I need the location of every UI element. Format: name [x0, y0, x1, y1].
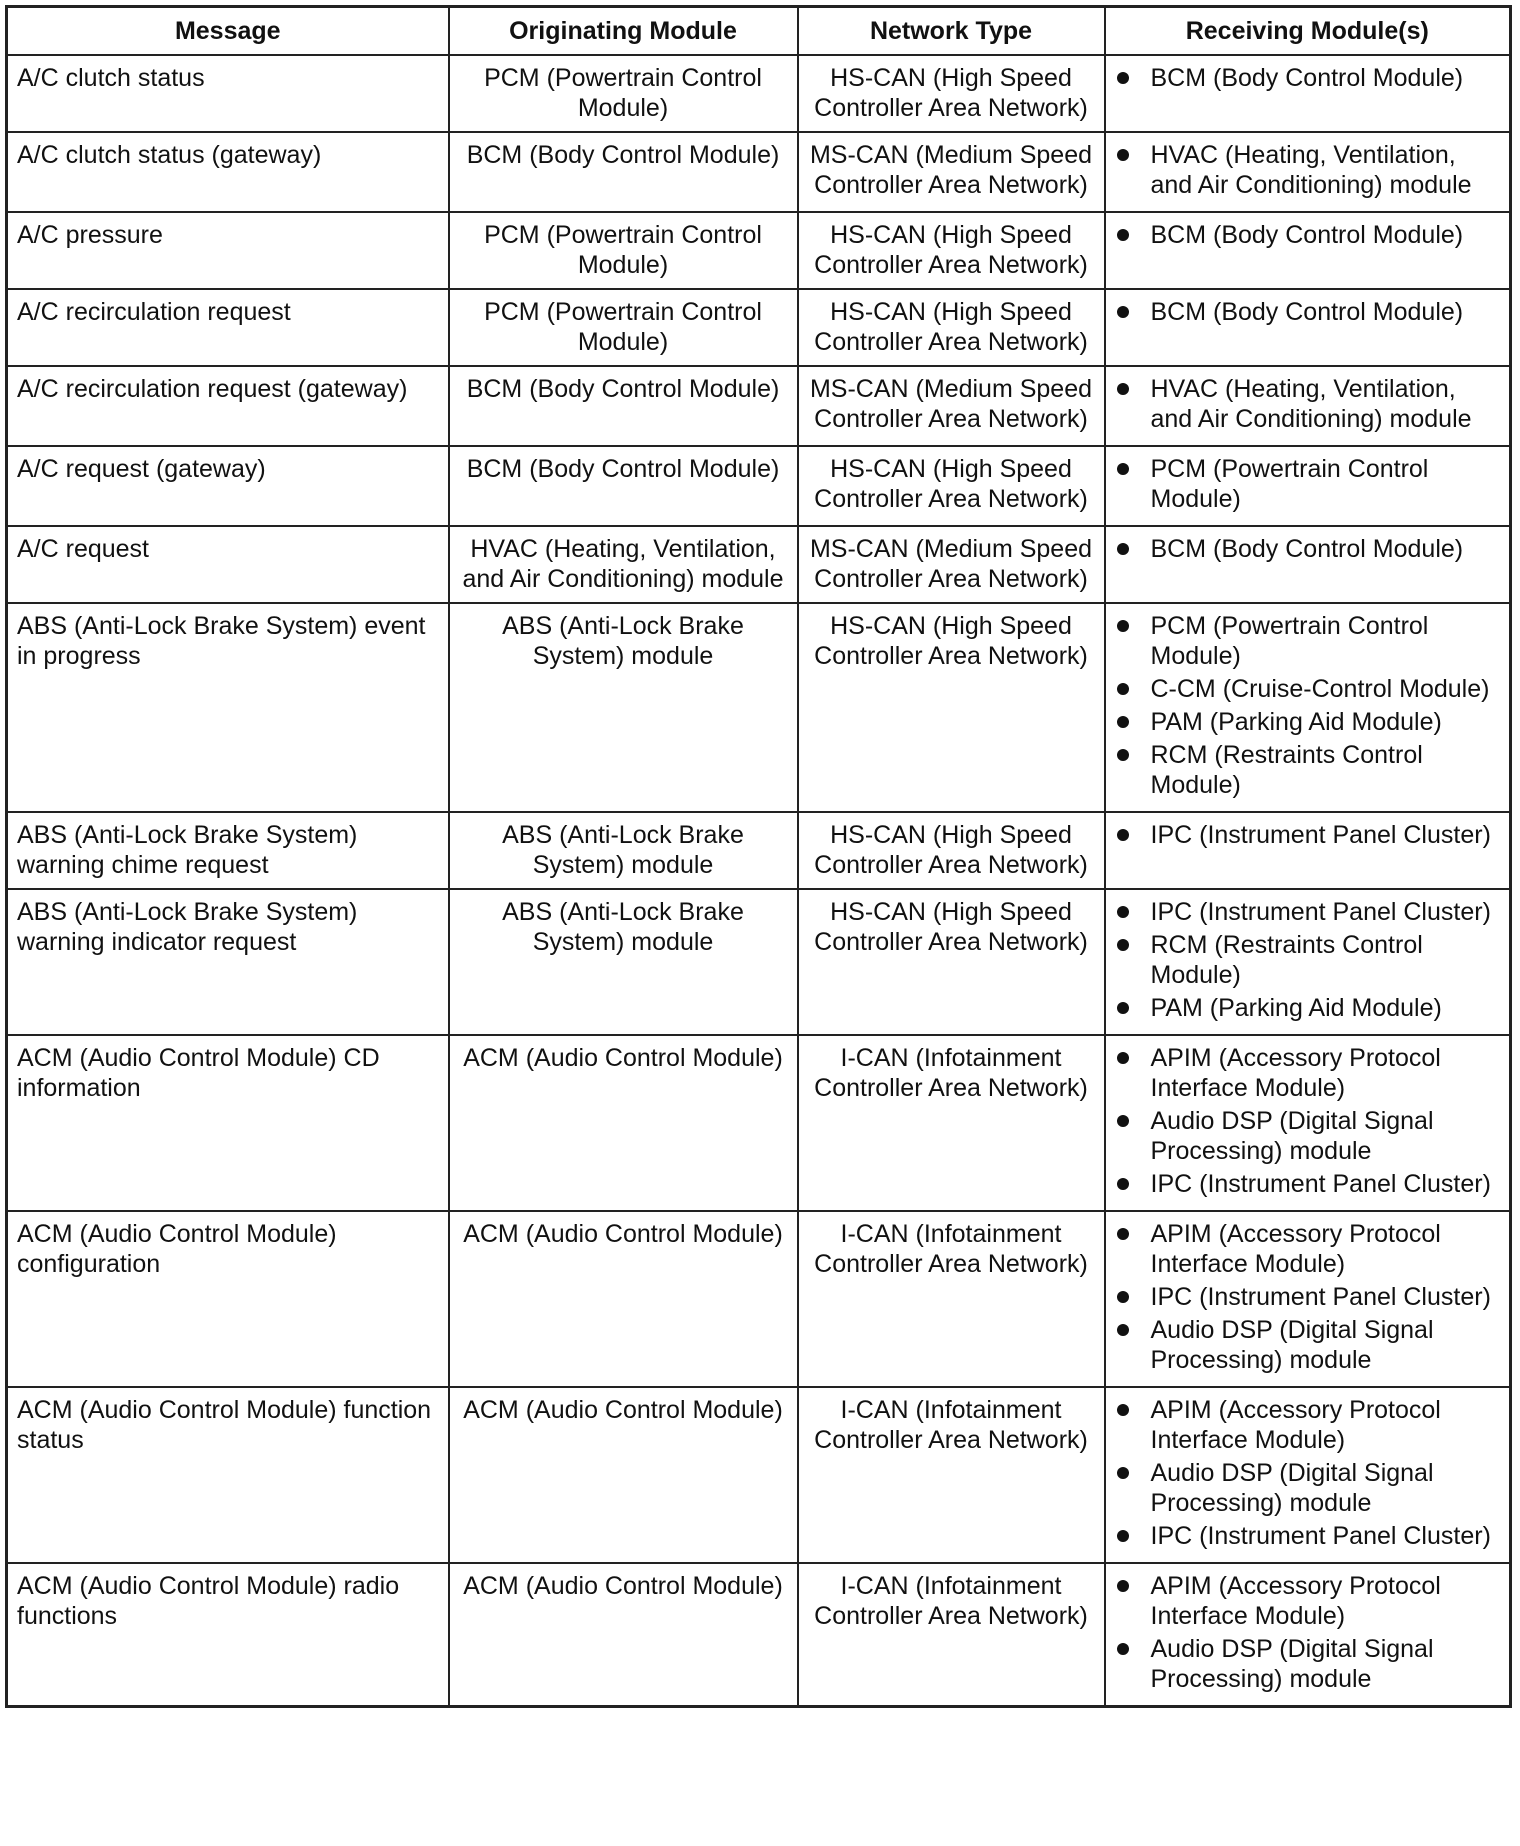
receiving-module-item: C-CM (Cruise-Control Module) [1115, 674, 1501, 704]
message-cell: A/C recirculation request (gateway) [7, 366, 449, 446]
receiving-module-list [1115, 1571, 1501, 1694]
message-cell: A/C clutch status [7, 55, 449, 132]
network-type-cell: HS-CAN (High Speed Controller Area Network) [798, 446, 1105, 526]
receiving-module-item: BCM (Body Control Module) [1115, 534, 1501, 564]
receiving-module-item: APIM (Accessory Protocol Interface Module) [1115, 1043, 1501, 1103]
network-type-cell: MS-CAN (Medium Speed Controller Area Network) [798, 366, 1105, 446]
receiving-modules-cell [1105, 1563, 1511, 1707]
receiving-modules-cell [1105, 603, 1511, 812]
module-message-table [5, 5, 1512, 1708]
network-type-cell: HS-CAN (High Speed Controller Area Network) [798, 289, 1105, 366]
network-type-cell: HS-CAN (High Speed Controller Area Network) [798, 889, 1105, 1035]
receiving-modules-cell [1105, 1387, 1511, 1563]
originating-module-cell: ACM (Audio Control Module) [449, 1563, 798, 1707]
receiving-modules-cell [1105, 55, 1511, 132]
header-message: Message [7, 7, 449, 56]
originating-module-cell: HVAC (Heating, Ventilation, and Air Conditioning) module [449, 526, 798, 603]
network-type-cell: I-CAN (Infotainment Controller Area Network) [798, 1211, 1105, 1387]
receiving-module-item: PCM (Powertrain Control Module) [1115, 454, 1501, 514]
receiving-module-list [1115, 374, 1501, 434]
message-cell: A/C pressure [7, 212, 449, 289]
receiving-module-item: Audio DSP (Digital Signal Processing) module [1115, 1106, 1501, 1166]
message-cell: ACM (Audio Control Module) configuration [7, 1211, 449, 1387]
table-row [7, 526, 1511, 603]
receiving-module-item: RCM (Restraints Control Module) [1115, 740, 1501, 800]
receiving-module-list [1115, 140, 1501, 200]
originating-module-cell: ABS (Anti-Lock Brake System) module [449, 889, 798, 1035]
table-row [7, 812, 1511, 889]
receiving-module-list [1115, 611, 1501, 800]
receiving-module-item: HVAC (Heating, Ventilation, and Air Conditioning) module [1115, 140, 1501, 200]
receiving-modules-cell [1105, 366, 1511, 446]
receiving-modules-cell [1105, 1035, 1511, 1211]
receiving-module-item: RCM (Restraints Control Module) [1115, 930, 1501, 990]
table-row [7, 603, 1511, 812]
originating-module-cell: BCM (Body Control Module) [449, 446, 798, 526]
receiving-module-item: Audio DSP (Digital Signal Processing) module [1115, 1315, 1501, 1375]
receiving-module-item: Audio DSP (Digital Signal Processing) module [1115, 1458, 1501, 1518]
network-type-cell: MS-CAN (Medium Speed Controller Area Network) [798, 526, 1105, 603]
receiving-module-list [1115, 820, 1501, 850]
receiving-module-item: IPC (Instrument Panel Cluster) [1115, 1282, 1501, 1312]
receiving-module-item: Audio DSP (Digital Signal Processing) module [1115, 1634, 1501, 1694]
originating-module-cell: ACM (Audio Control Module) [449, 1035, 798, 1211]
table-row [7, 446, 1511, 526]
receiving-modules-cell [1105, 526, 1511, 603]
receiving-module-list [1115, 454, 1501, 514]
message-cell: ACM (Audio Control Module) function status [7, 1387, 449, 1563]
message-cell: A/C request [7, 526, 449, 603]
network-type-cell: HS-CAN (High Speed Controller Area Network) [798, 55, 1105, 132]
table-row [7, 1035, 1511, 1211]
receiving-modules-cell [1105, 812, 1511, 889]
receiving-module-list [1115, 220, 1501, 250]
receiving-module-list [1115, 63, 1501, 93]
receiving-module-item: BCM (Body Control Module) [1115, 220, 1501, 250]
receiving-module-item: APIM (Accessory Protocol Interface Module) [1115, 1219, 1501, 1279]
header-row [7, 7, 1511, 56]
network-type-cell: HS-CAN (High Speed Controller Area Network) [798, 603, 1105, 812]
message-cell: A/C request (gateway) [7, 446, 449, 526]
receiving-modules-cell [1105, 132, 1511, 212]
receiving-module-item: IPC (Instrument Panel Cluster) [1115, 1169, 1501, 1199]
receiving-module-list [1115, 297, 1501, 327]
receiving-modules-cell [1105, 889, 1511, 1035]
receiving-module-item: APIM (Accessory Protocol Interface Module) [1115, 1571, 1501, 1631]
receiving-module-item: PCM (Powertrain Control Module) [1115, 611, 1501, 671]
originating-module-cell: ACM (Audio Control Module) [449, 1211, 798, 1387]
receiving-module-item: BCM (Body Control Module) [1115, 297, 1501, 327]
network-type-cell: HS-CAN (High Speed Controller Area Network) [798, 212, 1105, 289]
table-row [7, 1211, 1511, 1387]
network-type-cell: MS-CAN (Medium Speed Controller Area Network) [798, 132, 1105, 212]
originating-module-cell: PCM (Powertrain Control Module) [449, 212, 798, 289]
receiving-modules-cell [1105, 1211, 1511, 1387]
table-row [7, 889, 1511, 1035]
receiving-module-list [1115, 1395, 1501, 1551]
table-row [7, 212, 1511, 289]
receiving-module-item: HVAC (Heating, Ventilation, and Air Conditioning) module [1115, 374, 1501, 434]
receiving-module-item: BCM (Body Control Module) [1115, 63, 1501, 93]
header-receiving-modules: Receiving Module(s) [1105, 7, 1511, 56]
table-row [7, 132, 1511, 212]
header-originating-module: Originating Module [449, 7, 798, 56]
table-row [7, 366, 1511, 446]
network-type-cell: HS-CAN (High Speed Controller Area Network) [798, 812, 1105, 889]
originating-module-cell: ACM (Audio Control Module) [449, 1387, 798, 1563]
receiving-module-item: IPC (Instrument Panel Cluster) [1115, 897, 1501, 927]
receiving-modules-cell [1105, 212, 1511, 289]
originating-module-cell: BCM (Body Control Module) [449, 366, 798, 446]
receiving-module-list [1115, 534, 1501, 564]
receiving-module-item: IPC (Instrument Panel Cluster) [1115, 1521, 1501, 1551]
originating-module-cell: PCM (Powertrain Control Module) [449, 55, 798, 132]
message-cell: ACM (Audio Control Module) radio functions [7, 1563, 449, 1707]
receiving-modules-cell [1105, 289, 1511, 366]
message-cell: A/C clutch status (gateway) [7, 132, 449, 212]
message-cell: ACM (Audio Control Module) CD information [7, 1035, 449, 1211]
receiving-module-list [1115, 1043, 1501, 1199]
header-network-type: Network Type [798, 7, 1105, 56]
originating-module-cell: BCM (Body Control Module) [449, 132, 798, 212]
message-cell: ABS (Anti-Lock Brake System) warning chime request [7, 812, 449, 889]
receiving-modules-cell [1105, 446, 1511, 526]
receiving-module-item: PAM (Parking Aid Module) [1115, 707, 1501, 737]
originating-module-cell: ABS (Anti-Lock Brake System) module [449, 603, 798, 812]
originating-module-cell: PCM (Powertrain Control Module) [449, 289, 798, 366]
message-cell: ABS (Anti-Lock Brake System) warning indicator request [7, 889, 449, 1035]
network-type-cell: I-CAN (Infotainment Controller Area Network) [798, 1563, 1105, 1707]
table-row [7, 1387, 1511, 1563]
network-type-cell: I-CAN (Infotainment Controller Area Network) [798, 1387, 1105, 1563]
receiving-module-item: PAM (Parking Aid Module) [1115, 993, 1501, 1023]
message-cell: ABS (Anti-Lock Brake System) event in progress [7, 603, 449, 812]
receiving-module-item: APIM (Accessory Protocol Interface Module) [1115, 1395, 1501, 1455]
originating-module-cell: ABS (Anti-Lock Brake System) module [449, 812, 798, 889]
receiving-module-list [1115, 1219, 1501, 1375]
receiving-module-list [1115, 897, 1501, 1023]
receiving-module-item: IPC (Instrument Panel Cluster) [1115, 820, 1501, 850]
message-cell: A/C recirculation request [7, 289, 449, 366]
table-row [7, 1563, 1511, 1707]
table-row [7, 55, 1511, 132]
table-row [7, 289, 1511, 366]
table-body [7, 55, 1511, 1707]
network-type-cell: I-CAN (Infotainment Controller Area Network) [798, 1035, 1105, 1211]
